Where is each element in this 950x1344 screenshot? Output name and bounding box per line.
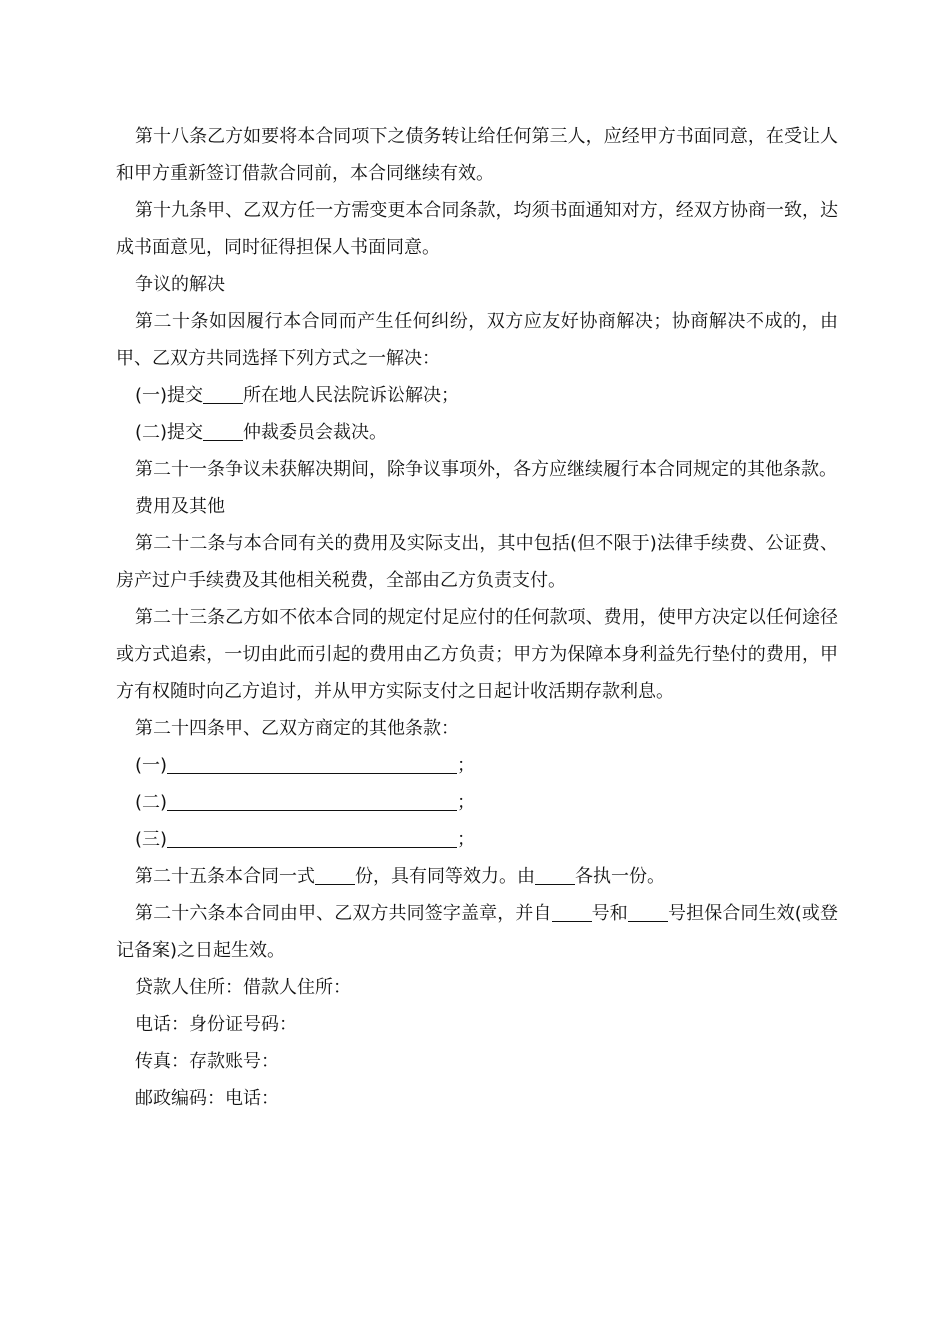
- article-26-part-b: 号和: [591, 903, 628, 924]
- article-26-part-c: 号担保合同生效(或登记备案)之日起生效。: [116, 903, 839, 961]
- article-18: 第十八条乙方如要将本合同项下之债务转让给任何第三人，应经甲方书面同意，在受让人和甲方重新签订借款合同前，本合同继续有效。: [116, 126, 838, 184]
- section-heading-costs: 费用及其他: [135, 496, 225, 517]
- blank-line: [167, 755, 457, 774]
- dispute-option-2-suffix: 仲裁委员会裁决。: [243, 422, 388, 443]
- article-26: [116, 895, 838, 969]
- other-term-3-prefix: (三): [135, 829, 168, 850]
- article-21: 第二十一条争议未获解决期间，除争议事项外，各方应继续履行本合同规定的其他条款。: [135, 459, 837, 480]
- dispute-option-2-prefix: (二)提交: [135, 422, 204, 443]
- blank-line: [203, 422, 243, 441]
- dispute-option-1-suffix: 所在地人民法院诉讼解决；: [243, 385, 460, 406]
- article-22: 第二十二条与本合同有关的费用及实际支出，其中包括(但不限于)法律手续费、公证费、房产过户手续费及其他相关税费，全部由乙方负责支付。: [116, 533, 838, 591]
- signature-fax-line: 传真：存款账号：: [135, 1051, 279, 1072]
- blank-line: [167, 829, 457, 848]
- article-25: [116, 858, 838, 895]
- signature-phone-line: 电话：身份证号码：: [135, 1014, 297, 1035]
- signature-address-line: 贷款人住所：借款人住所：: [135, 977, 351, 998]
- blank-line: [315, 866, 355, 885]
- article-25-part-b: 份，具有同等效力。由: [355, 866, 535, 887]
- dispute-option-1: [116, 377, 838, 414]
- article-24: 第二十四条甲、乙双方商定的其他条款：: [135, 718, 459, 739]
- article-23: 第二十三条乙方如不依本合同的规定付足应付的任何款项、费用，使甲方决定以任何途径或方式追索，一切由此而引起的费用由乙方负责；甲方为保障本身利益先行垫付的费用，甲方有权随时向乙方追讨，并从甲方实际支付之日起计收活期存款利息。: [116, 607, 838, 702]
- other-term-2-prefix: (二): [135, 792, 168, 813]
- other-term-1-suffix: ；: [457, 755, 476, 776]
- other-term-3: [116, 821, 838, 858]
- other-term-1: [116, 747, 838, 784]
- dispute-option-2: [116, 414, 838, 451]
- other-term-1-prefix: (一): [135, 755, 168, 776]
- section-heading-dispute: 争议的解决: [135, 274, 225, 295]
- other-term-3-suffix: ；: [457, 829, 476, 850]
- other-term-2-suffix: ；: [457, 792, 476, 813]
- article-25-part-c: 各执一份。: [575, 866, 665, 887]
- blank-line: [552, 903, 592, 922]
- article-26-part-a: 第二十六条本合同由甲、乙双方共同签字盖章，并自: [135, 903, 552, 924]
- blank-line: [203, 385, 243, 404]
- document-body: [116, 118, 838, 1117]
- dispute-option-1-prefix: (一)提交: [135, 385, 204, 406]
- blank-line: [628, 903, 668, 922]
- other-term-2: [116, 784, 838, 821]
- signature-postcode-line: 邮政编码：电话：: [135, 1088, 279, 1109]
- article-19: 第十九条甲、乙双方任一方需变更本合同条款，均须书面通知对方，经双方协商一致，达成书面意见，同时征得担保人书面同意。: [116, 200, 838, 258]
- article-20: 第二十条如因履行本合同而产生任何纠纷，双方应友好协商解决；协商解决不成的，由甲、乙双方共同选择下列方式之一解决：: [116, 311, 838, 369]
- blank-line: [535, 866, 575, 885]
- article-25-part-a: 第二十五条本合同一式: [135, 866, 315, 887]
- blank-line: [167, 792, 457, 811]
